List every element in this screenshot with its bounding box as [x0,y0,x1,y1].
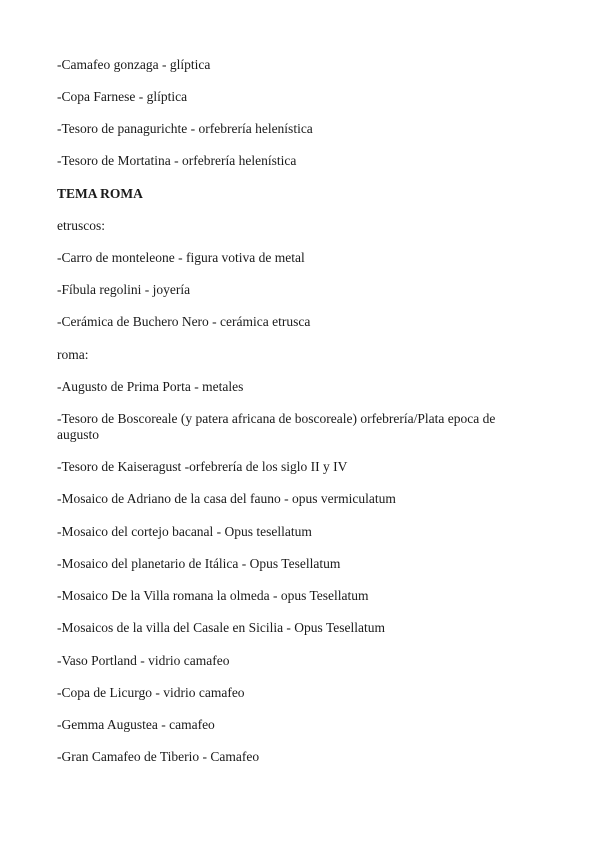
text-line: -Mosaicos de la villa del Casale en Sicilia - Opus Tesellatum [57,620,385,635]
text-line: -Mosaico del cortejo bacanal - Opus tesellatum [57,524,312,539]
text-line: -Tesoro de Kaiseragust -orfebrería de los siglo II y IV [57,459,348,474]
text-line: -Tesoro de Boscoreale (y patera africana de boscoreale) orfebrería/Plata epoca de augusto [57,411,496,442]
subsection-label: etruscos: [57,218,105,233]
text-line: -Fíbula regolini - joyería [57,282,191,297]
text-line: -Copa de Licurgo - vidrio camafeo [57,685,245,700]
text-line: -Augusto de Prima Porta - metales [57,379,244,394]
subsection-label: roma: [57,347,89,362]
text-line: -Mosaico De la Villa romana la olmeda - opus Tesellatum [57,588,369,603]
text-line: -Gemma Augustea - camafeo [57,717,215,732]
text-line: -Cerámica de Buchero Nero - cerámica etrusca [57,314,311,329]
text-line: -Copa Farnese - glíptica [57,89,188,104]
text-line: -Tesoro de panagurichte - orfebrería helenística [57,121,313,136]
text-line: -Mosaico de Adriano de la casa del fauno - opus vermiculatum [57,491,396,506]
section-heading: TEMA ROMA [57,186,143,201]
text-line: -Carro de monteleone - figura votiva de metal [57,250,305,265]
text-line: -Vaso Portland - vidrio camafeo [57,653,230,668]
text-line: -Tesoro de Mortatina - orfebrería helenística [57,153,297,168]
text-line: -Gran Camafeo de Tiberio - Camafeo [57,749,260,764]
text-line: -Mosaico del planetario de Itálica - Opus Tesellatum [57,556,341,571]
text-line: -Camafeo gonzaga - glíptica [57,57,211,72]
